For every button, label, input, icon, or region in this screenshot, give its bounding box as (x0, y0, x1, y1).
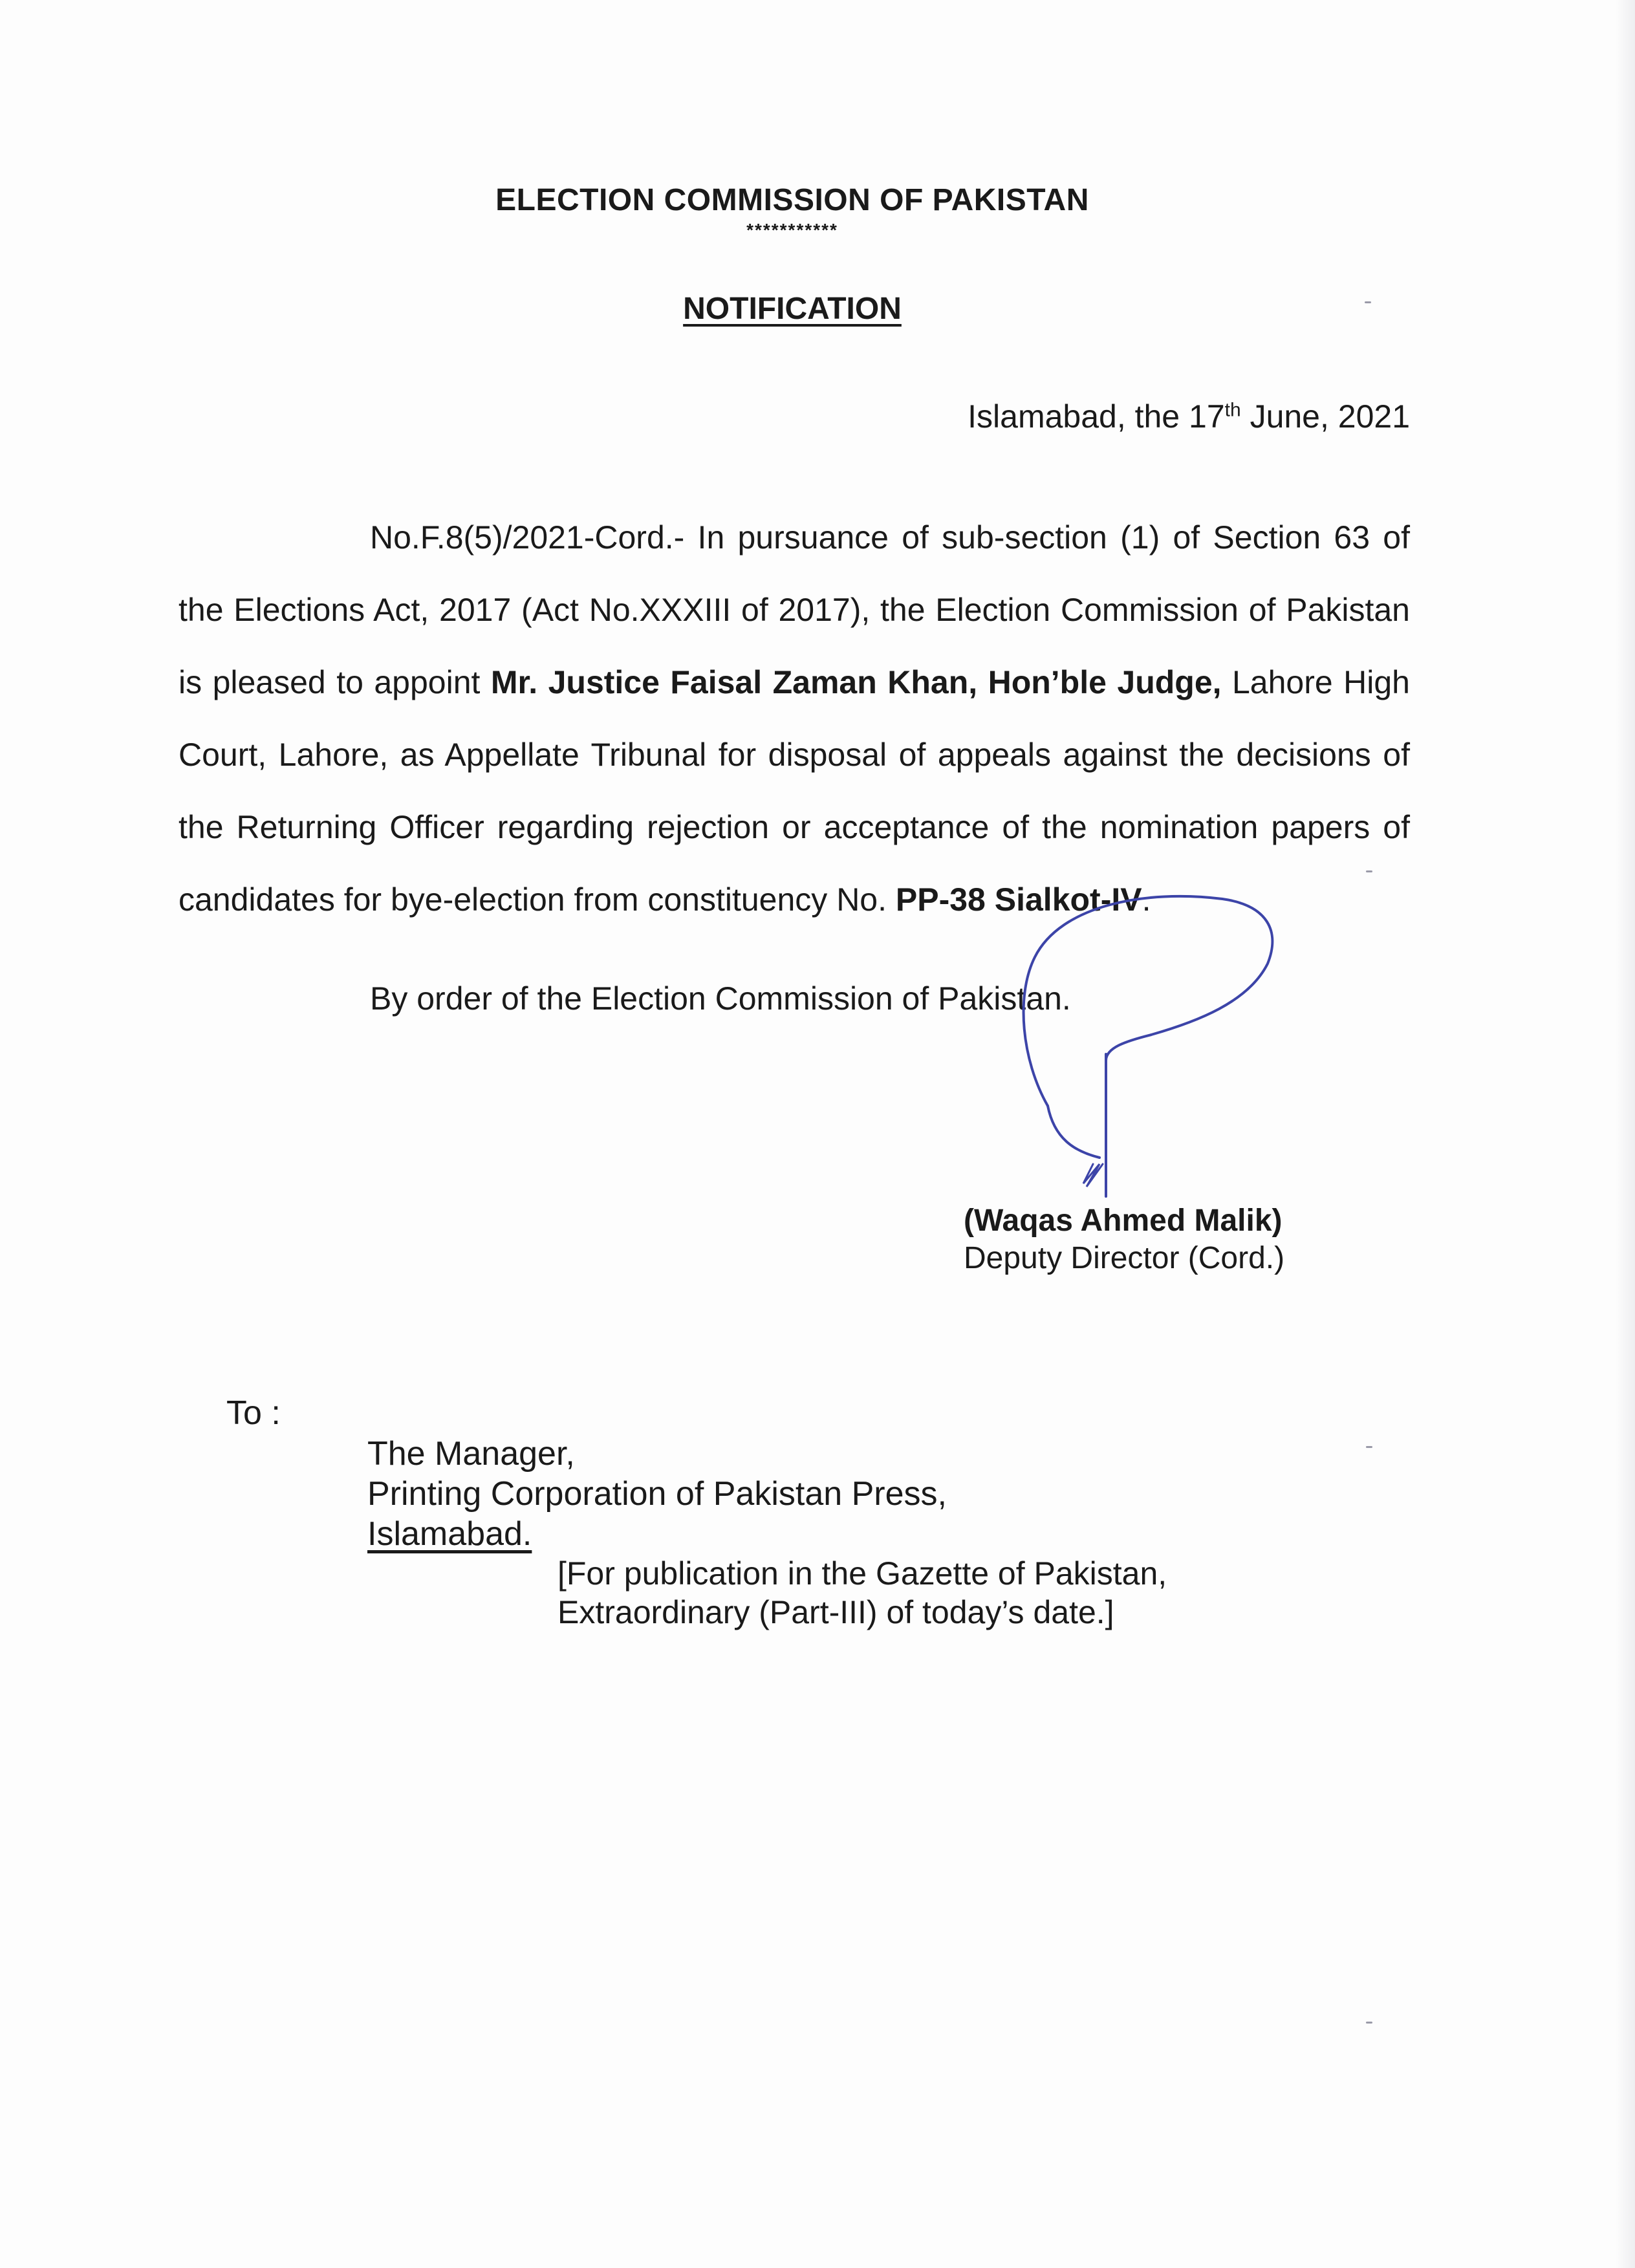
organization-title: ELECTION COMMISSION OF PAKISTAN (495, 183, 1089, 217)
publication-note-line-2: Extraordinary (Part-III) of today’s date.] (558, 1594, 1114, 1630)
recipient-city: Islamabad. (367, 1515, 532, 1553)
title-ornament: *********** (746, 220, 838, 240)
scan-speck (1366, 870, 1372, 872)
body-text-part2: Lahore High Court, Lahore, as Appellate Tribunal for disposal of appeals against the decisions of the Returning Officer regarding rejection or acceptance of the nomination papers of candidates for bye-election from constituency No. (179, 664, 1410, 918)
signatory-name: (Waqas Ahmed Malik) (964, 1204, 1283, 1238)
signature-loop (1024, 896, 1273, 1106)
dateline (828, 398, 1410, 435)
handwritten-signature (1009, 892, 1294, 1203)
scan-edge-shadow (1616, 0, 1635, 2268)
notification-body (179, 501, 1410, 936)
recipient-line-1: The Manager, (367, 1435, 575, 1473)
scan-speck (1366, 1446, 1372, 1448)
appointee-name: Mr. Justice Faisal Zaman Khan, Hon’ble Judge, (490, 664, 1222, 700)
publication-note-line-1: [For publication in the Gazette of Pakistan, (558, 1555, 1167, 1592)
dateline-rest: June, 2021 (1240, 398, 1410, 435)
document-heading: NOTIFICATION (683, 292, 902, 326)
signature-flourish (1083, 1164, 1103, 1187)
body-text-part1: No.F.8(5)/2021-Cord.- In pursuance of sub-section (1) of Section 63 of the Elections Act, 2017 (Act No.XXXIII of 2017), the Election Commission of Pakistan is pleased to appoint (179, 519, 1410, 700)
recipient-line-2: Printing Corporation of Pakistan Press, (367, 1475, 947, 1513)
scan-speck (1366, 2022, 1372, 2024)
order-line: By order of the Election Commission of Pakistan. (370, 980, 1071, 1017)
constituency-name: PP-38 Sialkot-IV (895, 881, 1142, 918)
to-label: To : (226, 1394, 281, 1432)
dateline-prefix: Islamabad, the 17 (968, 398, 1225, 435)
signatory-designation: Deputy Director (Cord.) (964, 1241, 1285, 1275)
signature-tail (1048, 1106, 1099, 1158)
dateline-suffix: th (1224, 399, 1241, 421)
body-text-part3: . (1142, 881, 1151, 918)
scan-speck (1365, 301, 1371, 303)
